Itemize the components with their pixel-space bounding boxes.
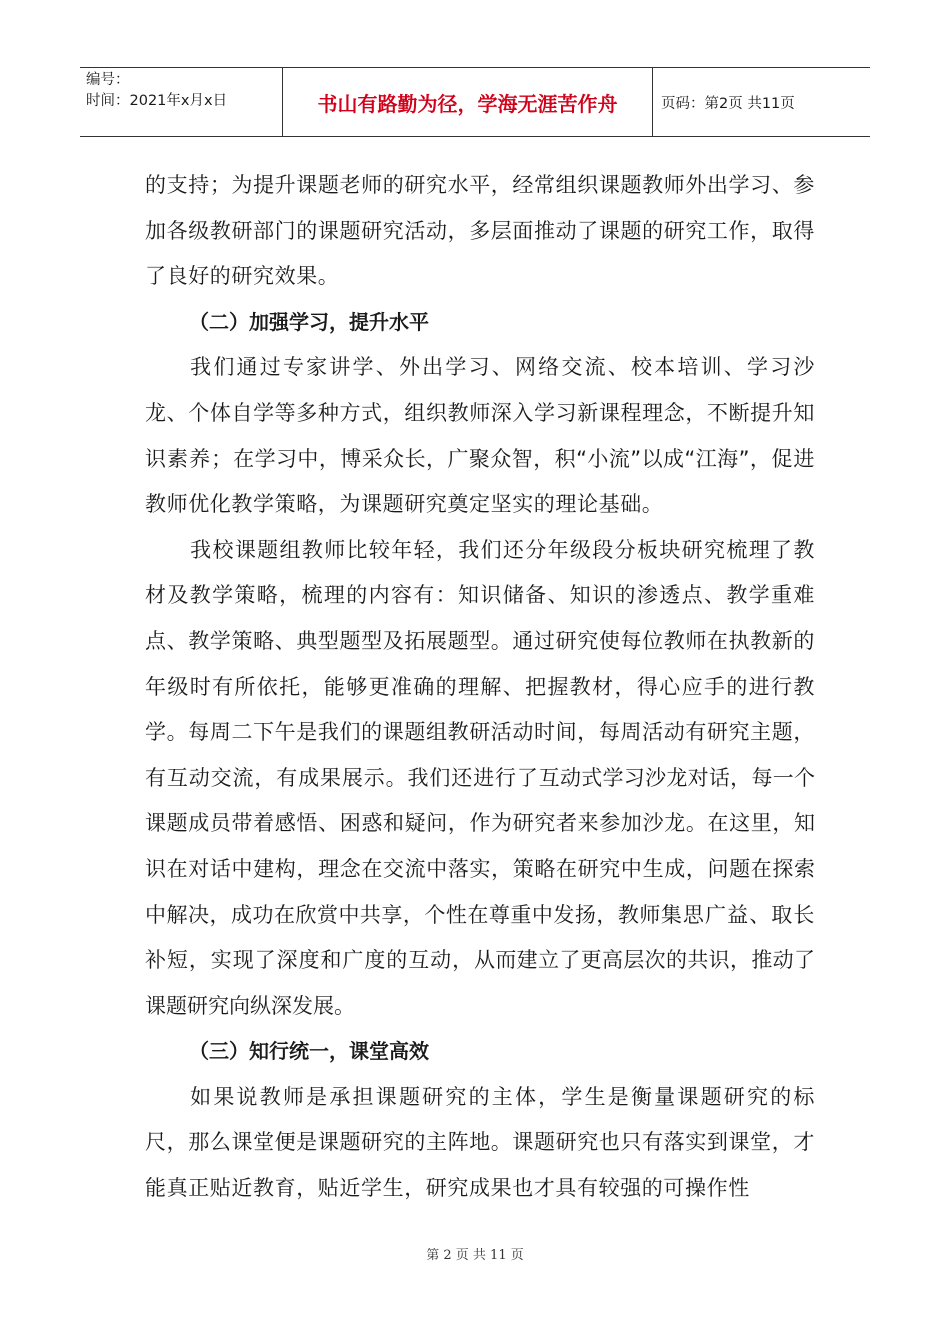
header-info: [80, 68, 282, 136]
header-motto: 书山有路勤为径，学海无涯苦作舟: [282, 68, 653, 136]
paragraph-3-text-a: 我校课题组教师比较年轻，我们还分年级段分板块研究梳理了教材及教学策略，梳理的内容有：知识储备、知识的渗透点、教学重难点、教学策略、典型题型及拓展题型。通过研究使每位教师在执教新的年级时有所依托，能够更准确的理解、把握教材，得心应手的进行教学。每周二下午是我们的课题组教研活动时间，每周活动有研究主题，有互动交流，有成果展示。我们还进行了: [145, 537, 815, 790]
document-body: [145, 163, 815, 1212]
header-page-label: 页码：第2页 共11页: [661, 95, 795, 112]
paragraph-2-text-b: 在学习中，博采众长，广聚众智，积“小流”以成“江海”，: [232, 446, 772, 471]
page-header: [80, 67, 870, 137]
paragraph-2-text-c: 促进教师优化教学策略，为课题研究奠定坚实的理论基础。: [145, 446, 815, 517]
document-time-label: 时间：2021年x月x日: [86, 93, 228, 109]
paragraph-4: 如果说教师是承担课题研究的主体，学生是衡量课题研究的标尺，那么课堂便是课题研究的主阵地。课题研究也只有落实到课堂，才能真正贴近教育，贴近学生，研究成果也才具有较强的可操作性: [145, 1084, 815, 1201]
paragraph-3-text-b: 互动式学习沙龙对话，每一个课题成员带着感悟、困惑和疑问，作为研究者来参加沙龙。在这里，知识在对话中建构，理念在交流中落实，策略在研究中生成，问题在探索中解决，成功在欣赏中共享，个性在尊重中发扬，教师: [145, 765, 815, 927]
page-footer: 第 2 页 共 11 页: [426, 1248, 524, 1263]
paragraph-3: [145, 528, 815, 1030]
paragraph-1: 的支持；为提升课题老师的研究水平，经常组织课题教师外出学习、参加各级教研部门的课题研究活动，多层面推动了课题的研究工作，取得了良好的研究效果。: [145, 173, 815, 289]
paragraph-2: [145, 345, 815, 527]
document-number-label: 编号：: [86, 72, 130, 88]
paragraph-2-text-a: 我们通过专家讲学、外出学习、网络交流、校本培训、学习沙龙、个体自学等多种方式，组织教师深入学习新课程理念，不断提升知识素养；: [145, 355, 815, 471]
section-heading-3: （三）知行统一，课堂高效: [189, 1039, 429, 1064]
section-heading-2: （二）加强学习，提升水平: [189, 309, 429, 334]
paragraph-3-text-d: 从而建立了更高层次的共识，推动了课题研究向纵深发展。: [145, 948, 815, 1018]
paragraph-3-text-c: 集思广益、取长补短，实现了深度和广度的互动，: [145, 902, 816, 973]
